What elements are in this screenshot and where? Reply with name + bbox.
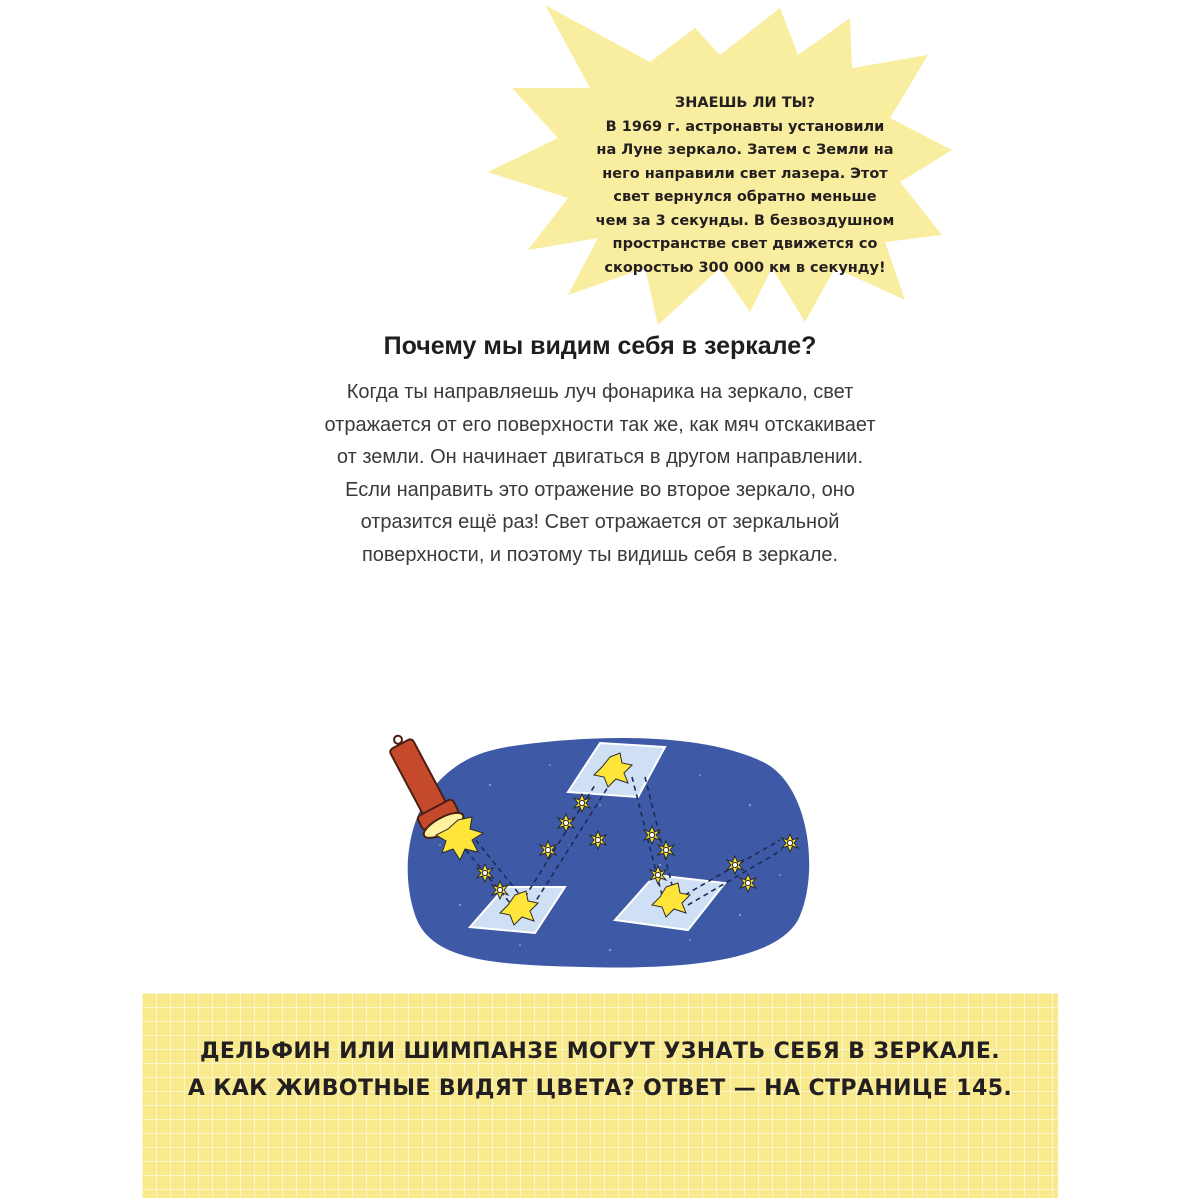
mirror-illustration — [370, 725, 830, 970]
fact-line: чем за 3 секунды. В безвоздушном — [595, 212, 895, 229]
fact-line: пространстве свет движется со — [612, 236, 878, 252]
fact-line: скоростью 300 000 км в секунду! — [604, 259, 886, 276]
note-line: ДЕЛЬФИН ИЛИ ШИМПАНЗЕ МОГУТ УЗНАТЬ СЕБЯ В ЗЕРКАЛЕ. — [199, 1039, 1001, 1064]
fact-line: него направили свет лазера. Этот — [602, 165, 888, 182]
body-line: отражается от его поверхности так же, как мяч отскакивает — [324, 413, 876, 436]
body-line: поверхности, и поэтому ты видишь себя в зеркале. — [361, 543, 839, 566]
fact-title: ЗНАЕШЬ ЛИ ТЫ? — [674, 95, 816, 111]
body-line: отразится ещё раз! Свет отражается от зеркальной — [360, 511, 840, 533]
body-line: Если направить это отражение во второе зеркало, оно — [345, 478, 855, 501]
body-line: от земли. Он начинает двигаться в другом направлении. — [336, 446, 864, 468]
fact-line: свет вернулся обратно меньше — [613, 189, 877, 205]
article-heading: Почему мы видим себя в зеркале? — [383, 332, 817, 360]
note-line: А КАК ЖИВОТНЫЕ ВИДЯТ ЦВЕТА? ОТВЕТ — НА СТРАНИЦЕ 145. — [187, 1076, 1013, 1101]
note-box — [142, 993, 1058, 1198]
body-line: Когда ты направляешь луч фонарика на зеркало, свет — [346, 381, 854, 403]
fact-line: на Луне зеркало. Затем с Земли на — [596, 142, 894, 158]
fact-box — [560, 92, 930, 280]
fact-line: В 1969 г. астронавты установили — [605, 118, 885, 135]
article-body — [0, 376, 1200, 571]
note-text — [142, 1033, 1058, 1107]
